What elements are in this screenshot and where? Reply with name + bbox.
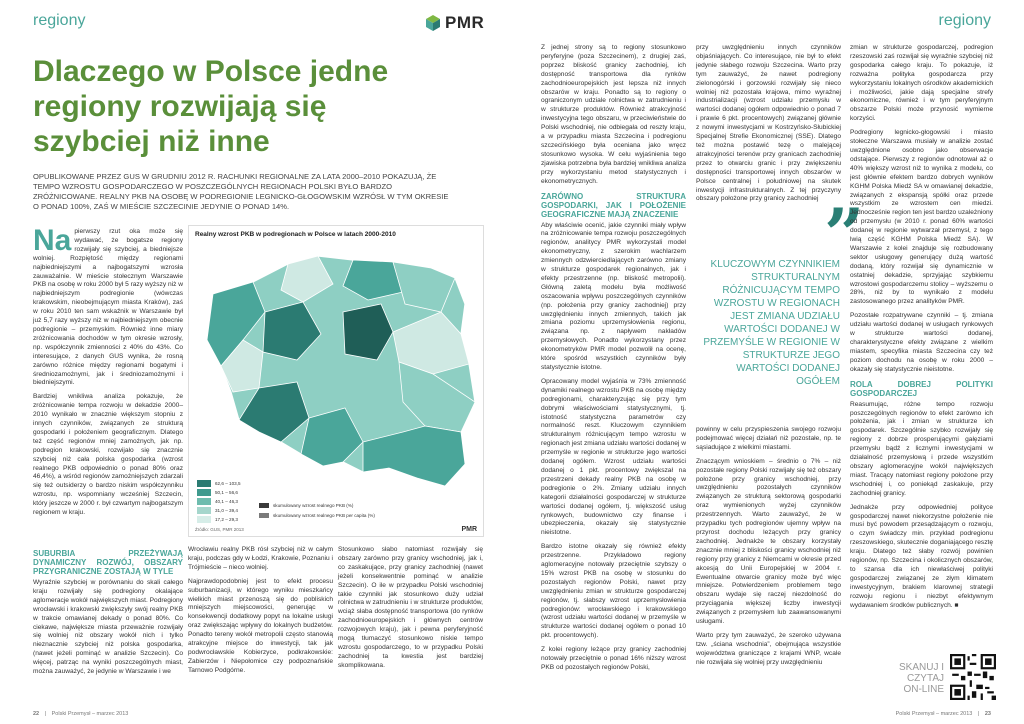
legend-item xyxy=(197,507,238,514)
paragraph: Bardziej wnikliwa analiza pokazuje, że zróżnicowanie tempa rozwoju w dekadzie 2000–2010 wynikało w znacznie większym stopniu z innych czynników, związanych ze strukturą gospodarki i położeniem geograficznym. Dlatego też część regionów mniej zamożnych, jak np. podregion krakowski, rozwijało się znacznie szybciej niż cała polska gospodarka (wzrost realnego PKB odpowiednio o ponad 80% oraz 46,4%), a wśród regionów zamożniejszych zdarzali się też outsiderzy o bardzo niskim współczynniku wzrostu, np. wspomniany wcześniej Szczecin, który jeszcze w 2000 r. był czwartym najbogatszym regionem w kraju. xyxy=(33,393,183,517)
column-1-bottom xyxy=(33,544,183,682)
paragraph: Bardzo istotne okazały się również efekty przestrzenne. Przykładowo regiony aglomeracyjne notowały przeciętnie szybszy o 15% wzrost PKB na osobę w stosunku do pozostałych regionów Polski, nawet przy uwzględnieniu zmian w strukturze gospodarczej regionów, tj. słabszy wzrost uprzemysłowienia podregionów: wrocławskiego i krakowskiego (wzrost udziału wartości dodanej w przemyśle w strukturze wartości dodanej ogółem o ponad 10 pkt. procentowych). xyxy=(541,543,686,640)
paragraph: Reasumując, różne tempo rozwoju poszczególnych regionów to efekt zarówno ich położenia, jak i zmian w strukturze ich gospodarek. Szczególnie szybko rozwijały się regiony z dobrze prosperującymi gałęziami przemysłu bądź z licznymi inwestycjami w działalność przemysłową i przede wszystkim obszary aglomeracyjne wokół największych miast. Tracący natomiast regiony położone przy wschodniej i, co poniekąd zaskakuje, przy zachodniej granicy. xyxy=(850,400,993,497)
pmr-logo-text: PMR xyxy=(445,13,485,32)
paragraph: pierwszy rzut oka może się wydawać, że bogatsze regiony rozwijały się szybciej, a biedniejsze wolniej. Rozpiętość między regionami najbiedniejszymi a najbogatszymi wzrosła zauważalnie. W mieście stołecznym Warszawie PKB na osobę w roku 2000 był 5 razy wyższy niż w najbiedniejszym podregionie (wówczas krakowskim, nieobejmującym miasta Kraków), zaś w roku 2010 ten sam wskaźnik w Warszawie był już 5,7 razy wyższy niż w najbiedniejszym obecnie podregionie – przemyskim. Również inne miary zróżnicowania dochodów w tym okresie wzrosły, np. współczynnik zmienności z 40% do 43%. Co interesujące, z danych GUS wynika, że rosną zarówno różnice między regionami bogatymi i średniozamożnymi, jak i średniozamożnymi i biedniejszymi. xyxy=(33,228,183,387)
legend-marker-swatch xyxy=(259,513,269,518)
column-1-intro xyxy=(33,224,183,523)
legend-label: 50,1 – 56,6 xyxy=(215,490,238,495)
page-number: 22 xyxy=(33,711,40,717)
paragraph: Jednakże przy odpowiedniej polityce gospodarczej nawet niekorzystne położenie nie musi być powodem przesądzającym o rozwoju, o czym świadczy min. przykład podregionu rzeszowskiego, skutecznie doganiającego resztę kraju. Dlatego też słaby rozwój powinien regionów, np. Szczecina i okolicznych obszarów, to szansa dla ich niewłaściwej polityki gospodarczej związanej ze złym klimatem inwestycyjnym, brakiem klarownej strategii rozwoju regionu i niezbyt efektywnym wydawaniem środków publicznych. ■ xyxy=(850,503,993,609)
legend-item xyxy=(197,489,238,496)
footer-right: Polski Przemysł – marzec 2013 | 23 xyxy=(895,711,991,717)
section-tag-left: regiony xyxy=(33,12,86,29)
subheading: SUBURBIA PRZEŻYWAJĄ DYNAMICZNY ROZWÓJ, OBSZARY PRZYGRANICZNE ZOSTAJĄ W TYLE xyxy=(33,549,183,576)
subheading: ZARÓWNO STRUKTURA GOSPODARKI, JAK I POŁOŻENIE GEOGRAFICZNE MAJĄ ZNACZENIE xyxy=(541,191,686,219)
paragraph: Stosunkowo słabo natomiast rozwijały się obszary zarówno przy granicy wschodniej, jak i, co zaskakujące, przy granicy zachodniej (nawet jeżeli konsekwentnie pominąć w analizie Szczecin). O ile w przypadku Polski wschodniej takie czynniki jak stosunkowo duży udział rolnictwa w zatrudnieniu i w strukturze produktów, wciąż słaba dostępność transportowa (do rynków zachodnioeuropejskich i głównych centrów rozwojowych kraju), jak i pewna peryferyjność mogą tłumaczyć stosunkowo niskie tempo wzrostu gospodarczego, to w przypadku Polski zachodniej ta kwestia jest bardziej skomplikowana. xyxy=(338,546,483,669)
article-lead: OPUBLIKOWANE PRZEZ GUS W GRUDNIU 2012 R. RACHUNKI REGIONALNE ZA LATA 2000–2010 POKAZUJĄ, ŻE TEMPO WZROSTU GOSPODARCZEGO W POSZCZEGÓLNYCH REGIONACH POLSKI BYŁO BARDZO ZRÓŻNICOWANE. REALNY PKB NA OSOBĘ W PODREGIONIE LEGNICKO-GŁOGOWSKIM WZRÓSŁ W TYM OKRESIE O PONAD 100%, ZAŚ W MIEŚCIE SZCZECINIE JEDYNIE O PONAD 14%. xyxy=(33,172,449,211)
paragraph: Najprawdopodobniej jest to efekt procesu suburbanizacji, w którego wyniku mieszkańcy wielkich miast przenoszą się do pobliskich mniejszych miejscowości, generując w konsekwencji dodatkowy popyt na lokalne usługi oraz zwiększając wpływy do lokalnych budżetów. Ponadto tereny wokół metropolii często stanowią atrakcyjne miejsce do inwestycji, tak jak podwrocławskie Kobierzyce, podkrakowskie: Zabierzów i Niepołomice czy podpoznańskie Tarnowo Podgórne. xyxy=(188,577,333,674)
dropcap: Na xyxy=(33,224,72,257)
map-source: Źródło: GUS, PMR 2013 xyxy=(195,527,244,532)
legend-swatch xyxy=(197,516,211,523)
column-4 xyxy=(541,44,686,704)
column-5-top xyxy=(696,44,841,230)
paragraph: Warto przy tym zauważyć, że szeroko używana tzw. „ściana wschodnia”, obejmująca wszystkie województwa graniczące z krajami WNP, wcale nie rozwijała się wolniej przy uwzględnieniu xyxy=(696,631,841,666)
paragraph: Wyraźnie szybciej w porównaniu do skali całego kraju rozwijały się podregiony okalające aglomeracje wokół największych miast. Podregiony wrocławski i krakowski zwiększyły swój realny PKB w trakcie omawianej dekady o ponad 80%. Co ciekawe, największe miasta przeważnie rozwijały się wolniej niż obszary wokół nich i tylko nieznacznie szybciej niż polska gospodarka, (nawet jeżeli pominąć w analizie Szczecin). Co więcej, patrząc na wyniki poszczególnych miast, można zauważyć, że jedynie w Warszawie i we xyxy=(33,579,183,676)
legend-item xyxy=(197,498,238,505)
paragraph: przy uwzględnieniu innych czynników objaśniających. Co interesujące, nie był to efekt jedynie słabego rozwoju Szczecina. Warto przy tym zauważyć, że nawet podregiony zielonogórski i gorzowski rozwijały się nieco wolniej niż pozostała krajowa, mimo wyraźnej industrializacji (wzrost udziału przemysłu w wartości dodanej ogółem odpowiednio o ponad 7 i prawie 6 pkt. procentowych) związanej głównie z nowymi inwestycjami w Kostrzyńsko-Słubickiej Specjalnej Strefie Ekonomicznej (SSE). Dlatego też można postawić tezę o malejącej atrakcyjności terenów przy granicach zachodniej przez to otwarciu granic i przy zwiększeniu dostępności transportowej innych obszarów w Polsce centralnej i południowej na skutek inwestycji infrastrukturalnych. Z tej przyczyny obszary położone przy granicy zachodniej xyxy=(696,44,841,203)
legend-label: 40,1 – 46,3 xyxy=(215,499,238,504)
subheading: ROLA DOBREJ POLITYKI GOSPODARCZEJ xyxy=(850,379,993,398)
legend-label: 31,0 – 39,4 xyxy=(215,508,238,513)
legend-swatch xyxy=(197,489,211,496)
paragraph: Opracowany model wyjaśnia w 73% zmienność dynamiki realnego wzrostu PKB na osobę między podregionami, charakteryzując się przy tym dobrymi właściwościami statystycznymi, tj. istotność statystyczna parametrów czy normalność reszt. Kluczowym czynnikiem strukturalnym różnicującym tempo wzrostu w regionach jest zmiana udziału wartości dodanej w przemyśle w regionie w strukturze jego wartości dodanej ogółem. Wzrost udziału wartości dodanej o 1 pkt. procentowy zwiększał na przestrzeni dekady realny PKB na osobę w podregionie o 2%. Zmiany udziału innych kategorii działalności gospodarczej w strukturze wartości dodanej ogółem, tj. większość usług rynkowych, budownictwo czy finanse i ubezpieczenia, okazały się statystycznie nieistotne. xyxy=(541,377,686,537)
column-5-bottom xyxy=(696,426,841,708)
legend-swatch xyxy=(197,507,211,514)
paragraph: Aby właściwie ocenić, jakie czynniki miały wpływ na zróżnicowanie tempa rozwoju poszczególnych regionów, analitycy PMR wykorzystali model ekonometryczny, z szerokim wachlarzem zmiennych odzwierciedlających zarówno zmiany w strukturze gospodarek regionalnych, jak i efekty przestrzenne (np. bliskość metropolii). Główną zaletą modelu była możliwość oszacowania wpływu poszczególnych czynników (np. położenia przy granicy zachodniej) przy uwzględnieniu innych zmiennych, takich jak zmiana poziomu uprzemysłowienia regionu, związana np. z napływem nakładów przemysłowych. Ponadto wykorzystany przez ekonometryków PMR model pozwolił na ocenę, które spośród wszystkich czynników były statystycznie istotne. xyxy=(541,221,686,371)
paragraph: Z jednej strony są to regiony stosunkowo peryferyjne (poza Szczecinem), z drugiej zaś, poprzez bliskość granicy zachodniej, ich dostępność transportowa dla rynków zachodnioeuropejskich jest lepsza niż innych obszarów w kraju. Ponadto są to regiony o ograniczonym udziale rolnictwa w zatrudnieniu i w strukturze produktów. Również atrakcyjność inwestycyjna tego obszaru, w przeciwieństwie do Polski wschodniej, nie odbiegała od reszty kraju, a w przypadku miasta Szczecina i podregionu szczecińskiego była oceniana jako wręcz stosunkowo wysoka. W celu wyjaśnienia tego zjawiska potrzebna była bardziej wnikliwa analiza przy wykorzystaniu metod statystycznych i ekonometrycznych. xyxy=(541,44,686,185)
map-title: Realny wzrost PKB w podregionach w Polsce w latach 2000-2010 xyxy=(195,231,396,238)
footer-publication: Polski Przemysł – marzec 2013 xyxy=(895,711,973,717)
column-6 xyxy=(850,44,993,646)
section-tag-right: regiony xyxy=(938,12,991,29)
paragraph: Z kolei regiony leżące przy granicy zachodniej notowały przeciętnie o ponad 16% niższy wzrost PKB od pozostałych regionów Polski, xyxy=(541,646,686,671)
paragraph: Podregiony legnicko-głogowski i miasto stołeczne Warszawa musiały w analizie zostać uwzględnione osobno jako obserwacje odstające. Pierwszy z regionów odnotował aż o 40% większy wzrost niż to wynika z modelu, co jest głównie efektem bardzo dobrych wyników KGHM Polska Miedź SA w omawianej dekadzie, związanych z ekspansją spółki oraz przede wszystkim ze wzrostem cen miedzi. Jednocześnie region ten jest bardzo uzależniony od przemysłu (w 2010 r. ponad 60% wartości dodanej w regionie wytwarzał przemysł, z tego lwią część KGHM Polska Miedź SA). W Warszawie z kolei znajduje się rozbudowany sektor usługowy generujący dużą wartość dodaną, który rozwijał się dynamicznie w ostatniej dekadzie, sprzyjając szybkiemu wzrostowi gospodarczemu stolicy – wyższemu o 28%, niż by to wynikało z modelu zastosowanego przez analityków PMR. xyxy=(850,129,993,306)
legend-label: 62,6 – 103,5 xyxy=(215,481,241,486)
legend-label: 17,2 – 29,3 xyxy=(215,517,238,522)
footer-left: 22 | Polski Przemysł – marzec 2013 xyxy=(33,711,129,717)
legend-marker-swatch xyxy=(259,503,269,508)
pmr-logo-icon xyxy=(425,15,441,31)
pmr-logo xyxy=(425,13,484,33)
paragraph: zmian w strukturze gospodarczej, podregion rzeszowski zaś rozwijał się wyraźnie szybciej niż gospodarka całego kraju. To pokazuje, iż rozważna polityka gospodarcza przy wykorzystaniu lokalnych ośrodków akademickich i możliwości, jakie dają specjalne strefy ekonomiczne, również i w tym peryferyjnym obszarze Polski może przynosić wymierne korzyści. xyxy=(850,44,993,123)
footer-publication: Polski Przemysł – marzec 2013 xyxy=(51,711,129,717)
paragraph: Pozostałe rozpatrywane czynniki – tj. zmiana udziału wartości dodanej w usługach rynkowych w strukturze wartości dodanej, charakterystyczne efekty związane z wielkim miastem, specyfika miasta Szczecina czy też poziom dochodu na osobę w roku 2000 – okazały się statystycznie nieistotne. xyxy=(850,312,993,373)
poland-map xyxy=(193,242,479,498)
paragraph: Wrocławiu realny PKB rósł szybciej niż w całym kraju, podczas gdy w Łodzi, Krakowie, Poznaniu i Trójmieście – nieco wolniej. xyxy=(188,546,333,571)
column-2 xyxy=(188,546,333,681)
legend-item xyxy=(197,480,241,487)
page-title: Dlaczego w Polsce jedne regiony rozwijają się szybciej niż inne xyxy=(33,55,389,158)
legend-marker-label: skumulowany wzrost realnego PKB (%) xyxy=(273,503,354,508)
legend-item xyxy=(197,516,238,523)
quote-mark: ” xyxy=(824,193,865,276)
column-3 xyxy=(338,546,483,676)
qr-code-icon[interactable] xyxy=(950,654,996,700)
legend-marker xyxy=(259,513,375,518)
legend-swatch xyxy=(197,480,211,487)
qr-label: SKANUJ I CZYTAJ ON-LINE xyxy=(898,662,944,695)
legend-swatch xyxy=(197,498,211,505)
paragraph: powinny w celu przyspieszenia swojego rozwoju podejmować więcej działań niż pozostałe, np. te sąsiadujące z wielkimi miastami. xyxy=(696,426,841,451)
map-figure xyxy=(188,225,484,537)
pull-quote: KLUCZOWYM CZYNNIKIEM STRUKTURALNYM RÓŻNICUJĄCYM TEMPO WZROSTU W REGIONACH JEST ZMIANA UDZIAŁU WARTOŚCI DODANEJ W PRZEMYŚLE W REGIONIE W STRUKTURZE JEGO WARTOŚCI DODANEJ OGÓŁEM xyxy=(703,259,840,387)
paragraph: Znaczącym wnioskiem – średnio o 7% – niż pozostałe regiony Polski rozwijały się też obszary położone przy granicy wschodniej, przy uwzględnieniu pozostałych czynników związanych ze strukturą sektorową gospodarki oraz wymienionych wyżej czynników przestrzennych. Warto zauważyć, że w przypadku tych podregionów ujemny wpływ na przyrost dochodu leżących przy granicy zachodniej. Jednakże te obszary korzystały znacznie mniej z bliskości granicy wschodniej niż regiony przy granicy z Niemcami w okresie przed akcesją do Unii Europejskiej w 2004 r. Ewentualne otwarcie granicy może być więc mniejsze. Potwierdzeniem problemem tego obszaru wydaje się raczej niezdolność do przyciągania większej liczby inwestycji związanych z przemysłem lub zaawansowanymi usługami. xyxy=(696,457,841,626)
map-logo: PMR xyxy=(461,526,477,533)
legend-marker-label: skumulowany wzrost realnego PKB per capita (%) xyxy=(273,513,375,518)
legend-marker xyxy=(259,503,353,508)
page-number: 23 xyxy=(984,711,991,717)
